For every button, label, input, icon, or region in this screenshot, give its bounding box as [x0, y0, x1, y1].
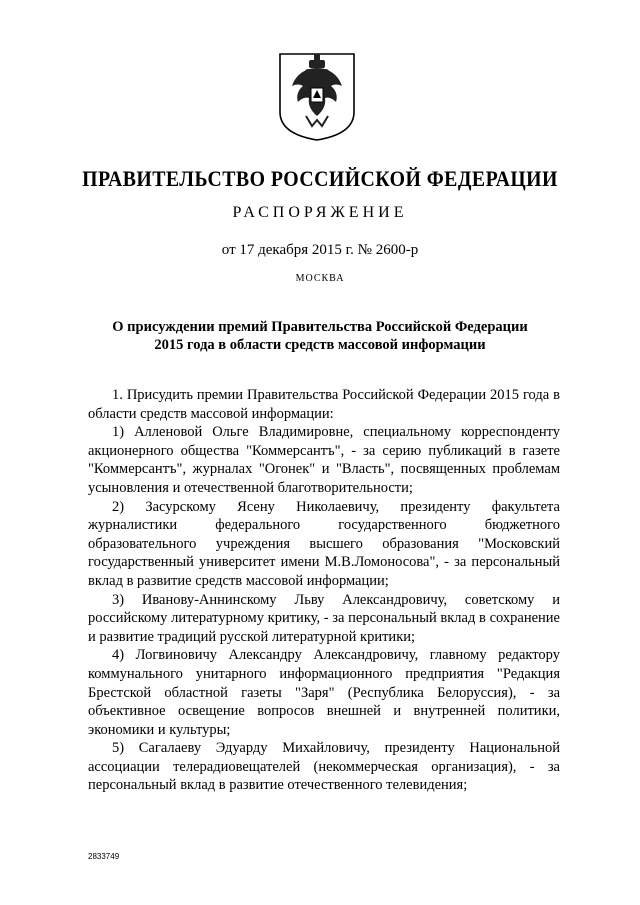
subject-line-1: О присуждении премий Правительства Российской Федерации [112, 319, 528, 335]
paragraph-item-2: 2) Засурскому Ясену Николаевичу, президенту факультета журналистики федерального государственного бюджетного образовательного учреждения высшего образования "Московский государственный университет имени М.В.Ломоносова", - за персональный вклад в развитие средств массовой информации; [88, 498, 560, 589]
paragraph-item-4: 4) Логвиновичу Александру Александровичу, главному редактору коммунального унитарного информационного предприятия "Редакция Брестской областной газеты "Заря" (Республика Белоруссия), - за объективное освещение вопросов внешней и внутренней политики, экономики и культуры; [88, 647, 560, 738]
paragraph-item-5: 5) Сагалаеву Эдуарду Михайловичу, президенту Национальной ассоциации телерадиовещателей (некоммерческая организация), - за персональный вклад в развитие отечественного телевидения; [88, 740, 560, 794]
footer-document-code: 2833749 [88, 852, 120, 861]
paragraph-1: 1. Присудить премии Правительства Российской Федерации 2015 года в области средств массовой информации: [88, 387, 560, 422]
subject-line-2: 2015 года в области средств массовой информации [154, 337, 486, 353]
document-body [88, 386, 560, 795]
document-type: РАСПОРЯЖЕНИЕ [232, 204, 408, 221]
paragraph-item-3: 3) Иванову-Аннинскому Льву Александровичу, советскому и российскому литературному критику, - за персональный вклад в сохранение и развитие традиций русской литературной критики; [88, 591, 560, 645]
government-title: ПРАВИТЕЛЬСТВО РОССИЙСКОЙ ФЕДЕРАЦИИ [82, 166, 558, 191]
document-city: МОСКВА [295, 273, 345, 284]
paragraph-item-1: 1) Алленовой Ольге Владимировне, специальному корреспонденту акционерного общества "Коммерсантъ", - за серию публикаций в газете "Коммерсантъ", журналах "Огонек" и "Власть", посвященных проблемам усыновления и отечественной благотворительности; [88, 424, 560, 496]
coat-of-arms-emblem [276, 50, 358, 142]
document-date-number: от 17 декабря 2015 г. № 2600-р [221, 242, 419, 258]
document-subject [100, 318, 540, 354]
